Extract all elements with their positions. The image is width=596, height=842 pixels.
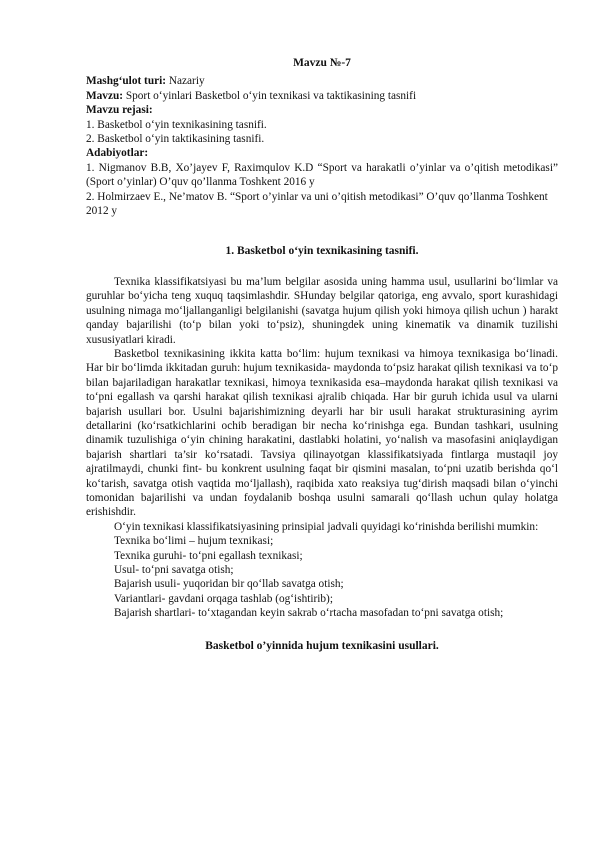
section-title: 1. Basketbol o‘yin texnikasining tasnifi.	[225, 245, 419, 258]
subsection-title: Basketbol o’yinnida hujum texnikasini usullari.	[205, 639, 439, 652]
lesson-type-value: Nazariy	[166, 75, 205, 88]
page-title: Mavzu №-7	[293, 57, 351, 69]
lesson-type-label: Mashg‘ulot turi:	[86, 75, 167, 88]
lesson-topic-label: Mavzu:	[86, 89, 124, 102]
reference-item: 2. Holmirzaev E., Ne’matov B. “Sport o’yinlar va uni o’qitish metodikasi” O’quv qo’llanma Toshkent 2012 y	[86, 190, 548, 218]
lesson-meta	[86, 74, 558, 218]
lesson-type	[86, 74, 558, 88]
body-paragraph: Texnika klassifikatsiyasi bu ma’lum belgilar asosida uning hamma usul, usullarini bo‘limlar va guruhlar bo‘yicha teng xuquq taqsimlashdir. SHunday belgilar qatoriga, eng avvalo, sport kurashidagi usulning nimaga mo‘ljallanganligi belgilanishi (savatga hujum qilish yoki himoya qilish uchun ) harakt qanday bajarilishi (to‘p bilan yoki to‘psiz), shuningdek uning kinematik va dinamik tuzilishi xususiyatlari kiradi.	[86, 275, 558, 346]
plan-item: 2. Basketbol o‘yin taktikasining tasnifi.	[86, 133, 265, 146]
body-paragraph: O‘yin texnikasi klassifikatsiyasining prinsipial jadvali quyidagi ko‘rinishda berilishi mumkin:	[114, 520, 539, 533]
list-item: Bajarish shartlari- to‘xtagandan keyin sakrab o‘rtacha masofadan to‘pni savatga otish;	[114, 607, 504, 620]
lesson-topic-value: Sport o‘yinlari Basketbol o‘yin texnikasi va taktikasining tasnifi	[123, 89, 417, 102]
plan-item: 1. Basketbol o‘yin texnikasining tasnifi.	[86, 118, 267, 131]
list-item: Bajarish usuli- yuqoridan bir qo‘llab savatga otish;	[114, 578, 344, 591]
lesson-plan-label: Mavzu rejasi:	[86, 104, 153, 117]
list-item: Variantlari- gavdani orqaga tashlab (og‘ishtirib);	[114, 592, 333, 605]
references-label: Adabiyotlar:	[86, 147, 149, 160]
lesson-topic	[86, 89, 558, 103]
body-paragraph: Basketbol texnikasining ikkita katta bo‘lim: hujum texnikasi va himoya texnikasiga bo‘linadi. Har bir bo‘limda ikkitadan guruh: hujum texnikasida- maydonda to‘psiz harakat qilish texnikasi va to‘p bilan bajariladigan harakatlar texnikasi, himoya texnikasida esa–maydonda harakat qilish texnikasi va to‘pni egallash va qarshi harakat qilish texnikasi ajralib chiqada. Har bir guruh ichida usul va ularni bajarish usullari bor. Usulni bajarishimizning deyarli har bir usuli harakat strukturasining ayrim detallarini (ko‘rsatkichlarini ochib beradigan bir necha ko‘rinishga ega. Bundan tashkari, usulning dinamik tuzulishiga o‘yin chining harakatini, dastlabki holatini, yo‘nalish va masofasini aniqlaydigan bajarish shartlari ta’sir ko‘rsatadi. Tavsiya qilinayotgan klassifikatsiyada fintlarga mustaqil joy ajratilmaydi, chunki fint- bu konkrent usulning faqat bir qismini masalan, to‘pni uzatib berishda qo‘l ko‘tarish, savatga otish vaqtida mo‘ljallash), raqibida xato reaksiya tug‘dirish maqsadi bilan o‘yinchi tomonidan bajarilishi va undan foydalanib boshqa usulni samarali qo‘llash uchun qulay holatga erishishdir.	[86, 347, 558, 519]
list-item: Texnika bo‘limi – hujum texnikasi;	[114, 535, 274, 548]
list-item: Texnika guruhi- to‘pni egallash texnikasi;	[114, 549, 303, 562]
reference-item: 1. Nigmanov B.B, Xo’jayev F, Raximqulov K.D “Sport va harakatli o’yinlar va o’qitish metodikasi” (Sport o’yinlar) O’quv qo’llanma Toshkent 2016 y	[86, 161, 558, 189]
list-item: Usul- to‘pni savatga otish;	[114, 564, 234, 576]
